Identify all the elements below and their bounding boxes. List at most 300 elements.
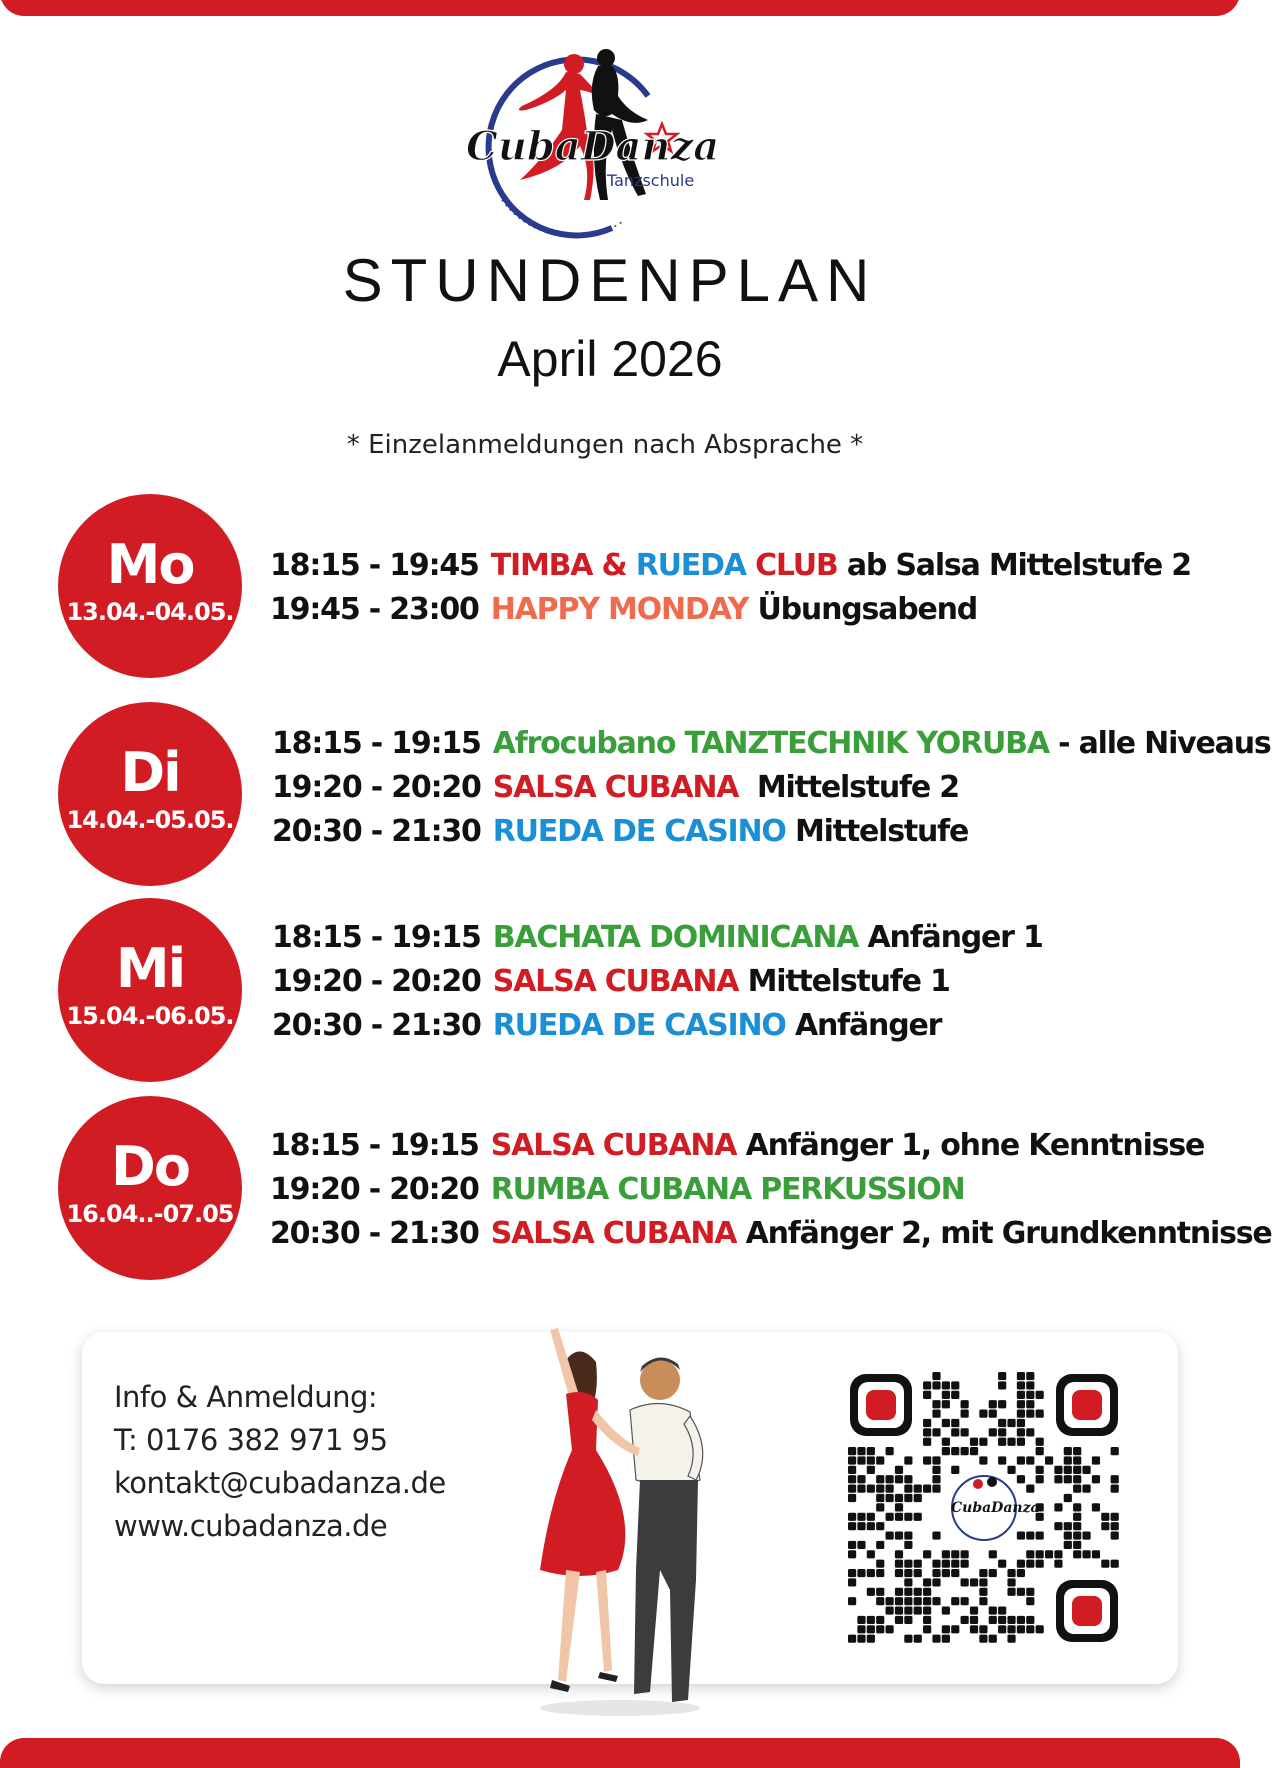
qr-module <box>998 1372 1006 1380</box>
qr-module <box>942 1438 950 1446</box>
class-time: 20:30 - 21:30 <box>272 814 481 849</box>
qr-module <box>1026 1550 1034 1558</box>
day-range: 13.04.-04.05. <box>66 598 234 626</box>
qr-module <box>1082 1466 1090 1474</box>
day-badge-thursday <box>58 1096 242 1280</box>
qr-module <box>979 1569 987 1577</box>
qr-module <box>848 1513 856 1521</box>
qr-module <box>923 1588 931 1596</box>
class-row <box>272 1004 1043 1048</box>
class-list-wednesday <box>272 916 1043 1048</box>
qr-module <box>998 1606 1006 1614</box>
qr-module <box>979 1438 987 1446</box>
qr-module <box>914 1513 922 1521</box>
qr-module <box>1054 1560 1062 1568</box>
dancing-couple-illustration <box>500 1320 750 1720</box>
qr-module <box>895 1569 903 1577</box>
class-row <box>270 588 1191 632</box>
qr-module <box>1082 1550 1090 1558</box>
qr-module <box>1073 1541 1081 1549</box>
qr-module <box>1026 1428 1034 1436</box>
qr-module <box>848 1494 856 1502</box>
qr-module <box>923 1381 931 1389</box>
qr-module <box>942 1635 950 1643</box>
qr-module <box>970 1438 978 1446</box>
qr-module <box>876 1522 884 1530</box>
qr-module <box>1092 1456 1100 1464</box>
qr-module <box>904 1485 912 1493</box>
qr-module <box>895 1531 903 1539</box>
qr-module <box>970 1625 978 1633</box>
qr-module <box>1007 1616 1015 1624</box>
qr-module <box>951 1625 959 1633</box>
qr-module <box>857 1616 865 1624</box>
qr-module <box>1007 1625 1015 1633</box>
qr-module <box>848 1597 856 1605</box>
qr-module <box>848 1569 856 1577</box>
qr-module <box>914 1569 922 1577</box>
qr-module <box>961 1550 969 1558</box>
qr-module <box>876 1503 884 1511</box>
class-name: RUEDA DE CASINO <box>492 1008 786 1043</box>
qr-module <box>942 1625 950 1633</box>
qr-module <box>1017 1391 1025 1399</box>
class-name: RUEDA DE CASINO <box>492 814 786 849</box>
qr-module <box>961 1400 969 1408</box>
qr-module <box>942 1447 950 1455</box>
qr-module <box>970 1606 978 1614</box>
qr-module <box>998 1400 1006 1408</box>
qr-module <box>989 1606 997 1614</box>
qr-module <box>932 1466 940 1474</box>
qr-module <box>1082 1485 1090 1493</box>
qr-module <box>904 1475 912 1483</box>
qr-module <box>1026 1485 1034 1493</box>
qr-module <box>904 1635 912 1643</box>
class-name: SALSA CUBANA <box>490 1128 737 1163</box>
qr-module <box>1101 1513 1109 1521</box>
class-row <box>272 722 1271 766</box>
qr-module <box>932 1560 940 1568</box>
qr-module <box>932 1531 940 1539</box>
qr-module <box>1026 1391 1034 1399</box>
class-row <box>270 1168 1272 1212</box>
qr-module <box>1073 1522 1081 1530</box>
qr-module <box>1111 1475 1119 1483</box>
class-row <box>270 544 1191 588</box>
class-list-thursday <box>270 1124 1272 1256</box>
qr-module <box>867 1485 875 1493</box>
qr-module <box>1017 1625 1025 1633</box>
day-range: 14.04.-05.05. <box>66 806 234 834</box>
qr-module <box>989 1410 997 1418</box>
qr-module <box>1026 1531 1034 1539</box>
class-name: SALSA CUBANA <box>492 964 739 999</box>
day-badge-wednesday <box>58 898 242 1082</box>
qr-module <box>895 1503 903 1511</box>
qr-module <box>1101 1560 1109 1568</box>
qr-module <box>979 1597 987 1605</box>
contact-email[interactable]: kontakt@cubadanza.de <box>114 1466 446 1500</box>
class-row <box>272 766 1271 810</box>
qr-module <box>876 1569 884 1577</box>
qr-module <box>932 1569 940 1577</box>
qr-module <box>951 1428 959 1436</box>
qr-module <box>1073 1531 1081 1539</box>
qr-module <box>876 1494 884 1502</box>
qr-module <box>886 1513 894 1521</box>
qr-module <box>1064 1541 1072 1549</box>
svg-text:Tanzschule: Tanzschule <box>607 171 695 190</box>
qr-module <box>1111 1485 1119 1493</box>
qr-module <box>876 1625 884 1633</box>
qr-module <box>895 1494 903 1502</box>
qr-module <box>1017 1456 1025 1464</box>
qr-module <box>1026 1456 1034 1464</box>
qr-module <box>1017 1531 1025 1539</box>
qr-module <box>932 1578 940 1586</box>
class-level: Anfänger <box>785 1008 942 1043</box>
qr-module <box>998 1625 1006 1633</box>
qr-module <box>895 1466 903 1474</box>
qr-module <box>857 1625 865 1633</box>
qr-module <box>914 1588 922 1596</box>
qr-module <box>989 1635 997 1643</box>
page-title: STUNDENPLAN <box>342 247 878 314</box>
qr-module <box>1007 1588 1015 1596</box>
qr-module <box>1026 1372 1034 1380</box>
qr-module <box>942 1569 950 1577</box>
qr-module <box>951 1447 959 1455</box>
qr-module <box>1073 1485 1081 1493</box>
contact-info <box>114 1376 446 1548</box>
qr-module <box>904 1616 912 1624</box>
qr-module <box>1054 1466 1062 1474</box>
qr-module <box>998 1438 1006 1446</box>
qr-module <box>923 1391 931 1399</box>
qr-module <box>1017 1381 1025 1389</box>
qr-finder-top-left <box>850 1374 912 1436</box>
qr-module <box>1073 1550 1081 1558</box>
qr-module <box>923 1625 931 1633</box>
qr-module <box>1017 1400 1025 1408</box>
day-range: 15.04.-06.05. <box>66 1002 234 1030</box>
qr-module <box>1026 1597 1034 1605</box>
qr-module <box>961 1410 969 1418</box>
qr-module <box>1036 1475 1044 1483</box>
class-list-tuesday <box>272 722 1271 854</box>
qr-module <box>876 1597 884 1605</box>
qr-module <box>998 1560 1006 1568</box>
qr-module <box>951 1597 959 1605</box>
qr-module <box>895 1597 903 1605</box>
qr-module <box>1026 1400 1034 1408</box>
class-name: TIMBA & <box>490 548 636 583</box>
qr-module <box>1111 1560 1119 1568</box>
qr-module <box>1007 1466 1015 1474</box>
class-level: - alle Niveaus <box>1048 726 1271 761</box>
qr-module <box>923 1456 931 1464</box>
class-row <box>270 1212 1272 1256</box>
qr-module <box>932 1428 940 1436</box>
qr-module <box>979 1456 987 1464</box>
class-name: RUMBA CUBANA PERKUSSION <box>490 1172 965 1207</box>
qr-module <box>904 1560 912 1568</box>
qr-module <box>1017 1616 1025 1624</box>
class-time: 19:20 - 20:20 <box>272 770 481 805</box>
qr-module <box>848 1447 856 1455</box>
qr-module <box>1111 1513 1119 1521</box>
qr-module <box>876 1485 884 1493</box>
class-name: SALSA CUBANA <box>490 1216 737 1251</box>
qr-module <box>961 1447 969 1455</box>
bottom-red-bar <box>0 1738 1240 1768</box>
class-time: 18:15 - 19:15 <box>270 1128 479 1163</box>
qr-module <box>904 1513 912 1521</box>
qr-module <box>895 1560 903 1568</box>
qr-module <box>904 1606 912 1614</box>
qr-module <box>1092 1475 1100 1483</box>
qr-module <box>1017 1372 1025 1380</box>
qr-module <box>886 1494 894 1502</box>
class-name: BACHATA DOMINICANA <box>492 920 859 955</box>
qr-module <box>1017 1428 1025 1436</box>
qr-module <box>1026 1381 1034 1389</box>
qr-module <box>923 1578 931 1586</box>
class-row <box>272 916 1043 960</box>
class-time: 20:30 - 21:30 <box>270 1216 479 1251</box>
contact-website[interactable]: www.cubadanza.de <box>114 1509 388 1543</box>
qr-module <box>857 1456 865 1464</box>
qr-module <box>1017 1588 1025 1596</box>
qr-module <box>932 1410 940 1418</box>
class-level: Mittelstufe 2 <box>738 770 959 805</box>
qr-module <box>867 1569 875 1577</box>
qr-module <box>1036 1438 1044 1446</box>
qr-module <box>979 1410 987 1418</box>
day-badge-monday <box>58 494 242 678</box>
qr-module <box>876 1616 884 1624</box>
qr-module <box>923 1606 931 1614</box>
qr-module <box>848 1578 856 1586</box>
qr-module <box>914 1597 922 1605</box>
qr-module <box>942 1606 950 1614</box>
qr-module <box>914 1635 922 1643</box>
qr-code[interactable] <box>848 1372 1120 1644</box>
qr-module <box>998 1419 1006 1427</box>
qr-module <box>979 1635 987 1643</box>
qr-module <box>961 1597 969 1605</box>
qr-module <box>951 1560 959 1568</box>
class-name: SALSA CUBANA <box>492 770 739 805</box>
qr-module <box>923 1485 931 1493</box>
qr-module <box>1073 1475 1081 1483</box>
qr-module <box>904 1494 912 1502</box>
qr-module <box>857 1475 865 1483</box>
qr-module <box>1054 1522 1062 1530</box>
qr-module <box>876 1560 884 1568</box>
qr-module <box>923 1419 931 1427</box>
qr-module <box>848 1522 856 1530</box>
page-subtitle: April 2026 <box>497 331 723 387</box>
qr-module <box>932 1597 940 1605</box>
class-time: 20:30 - 21:30 <box>272 1008 481 1043</box>
qr-module <box>1054 1550 1062 1558</box>
qr-module <box>904 1541 912 1549</box>
qr-module <box>932 1372 940 1380</box>
qr-module <box>848 1541 856 1549</box>
qr-module <box>904 1531 912 1539</box>
qr-module <box>932 1400 940 1408</box>
qr-module <box>923 1438 931 1446</box>
qr-module <box>1036 1410 1044 1418</box>
qr-module <box>886 1625 894 1633</box>
qr-module <box>923 1428 931 1436</box>
qr-module <box>1045 1456 1053 1464</box>
qr-module <box>1036 1560 1044 1568</box>
qr-module <box>942 1419 950 1427</box>
class-list-monday <box>270 544 1191 632</box>
qr-module <box>886 1597 894 1605</box>
class-level: Anfänger 1 <box>858 920 1043 955</box>
qr-module <box>1064 1494 1072 1502</box>
qr-module <box>1007 1569 1015 1577</box>
qr-module <box>1007 1419 1015 1427</box>
qr-module <box>1036 1625 1044 1633</box>
contact-phone[interactable]: T: 0176 382 971 95 <box>114 1423 388 1457</box>
qr-module <box>876 1541 884 1549</box>
qr-module <box>1111 1522 1119 1530</box>
qr-module <box>1017 1475 1025 1483</box>
qr-module <box>867 1616 875 1624</box>
qr-module <box>1111 1447 1119 1455</box>
cubadanza-logo <box>462 50 720 236</box>
day-abbr: Mi <box>115 937 185 1000</box>
class-level: Anfänger 2, mit Grundkenntnisse <box>736 1216 1272 1251</box>
qr-module <box>904 1588 912 1596</box>
qr-module <box>998 1616 1006 1624</box>
qr-module <box>857 1485 865 1493</box>
qr-module <box>989 1616 997 1624</box>
day-badge-tuesday <box>58 702 242 886</box>
qr-module <box>961 1616 969 1624</box>
qr-module <box>886 1485 894 1493</box>
qr-module <box>1111 1531 1119 1539</box>
qr-module <box>1101 1522 1109 1530</box>
qr-module <box>1082 1531 1090 1539</box>
qr-module <box>848 1550 856 1558</box>
qr-module <box>1073 1456 1081 1464</box>
qr-module <box>1045 1550 1053 1558</box>
qr-module <box>876 1475 884 1483</box>
qr-module <box>914 1494 922 1502</box>
qr-module <box>1064 1466 1072 1474</box>
qr-module <box>1036 1447 1044 1455</box>
qr-module <box>1064 1475 1072 1483</box>
qr-module <box>951 1381 959 1389</box>
qr-module <box>989 1569 997 1577</box>
qr-module <box>932 1485 940 1493</box>
qr-module <box>895 1475 903 1483</box>
qr-module <box>1026 1616 1034 1624</box>
qr-module <box>1036 1550 1044 1558</box>
qr-module <box>998 1381 1006 1389</box>
class-level: Anfänger 1, ohne Kenntnisse <box>736 1128 1205 1163</box>
qr-module <box>942 1391 950 1399</box>
qr-module <box>1073 1503 1081 1511</box>
top-red-bar <box>0 0 1240 16</box>
qr-module <box>848 1456 856 1464</box>
qr-module <box>904 1456 912 1464</box>
class-row <box>272 810 1271 854</box>
qr-module <box>895 1550 903 1558</box>
qr-module <box>857 1522 865 1530</box>
svg-text:CubaDanza: CubaDanza <box>951 1500 1040 1516</box>
class-name: RUEDA <box>635 548 746 583</box>
registration-note: * Einzelanmeldungen nach Absprache * <box>346 430 864 460</box>
class-level: ab Salsa Mittelstufe 2 <box>837 548 1191 583</box>
qr-module <box>923 1616 931 1624</box>
qr-module <box>1007 1578 1015 1586</box>
qr-module <box>1036 1466 1044 1474</box>
class-level: Übungsabend <box>748 592 978 627</box>
qr-module <box>989 1428 997 1436</box>
svg-text:CubaDanza: CubaDanza <box>466 123 720 170</box>
qr-module <box>904 1569 912 1577</box>
contact-heading: Info & Anmeldung: <box>114 1380 378 1414</box>
qr-module <box>1026 1410 1034 1418</box>
qr-module <box>1073 1466 1081 1474</box>
qr-module <box>904 1597 912 1605</box>
qr-module <box>979 1588 987 1596</box>
qr-module <box>1092 1550 1100 1558</box>
qr-module <box>970 1447 978 1455</box>
day-range: 16.04..-07.05 <box>66 1200 234 1228</box>
qr-module <box>998 1456 1006 1464</box>
qr-module <box>979 1578 987 1586</box>
day-abbr: Do <box>111 1135 189 1198</box>
qr-module <box>848 1485 856 1493</box>
qr-module <box>857 1447 865 1455</box>
class-time: 18:15 - 19:15 <box>272 726 481 761</box>
qr-module <box>1026 1560 1034 1568</box>
qr-module <box>848 1466 856 1474</box>
day-abbr: Di <box>120 741 180 804</box>
qr-module <box>895 1513 903 1521</box>
qr-module <box>914 1560 922 1568</box>
qr-finder-bottom-right <box>1056 1580 1118 1642</box>
qr-module <box>951 1391 959 1399</box>
qr-module <box>876 1588 884 1596</box>
qr-module <box>857 1569 865 1577</box>
qr-module <box>942 1381 950 1389</box>
qr-module <box>895 1616 903 1624</box>
qr-module <box>886 1531 894 1539</box>
qr-module <box>1064 1522 1072 1530</box>
qr-module <box>951 1419 959 1427</box>
class-time: 18:15 - 19:45 <box>270 548 479 583</box>
class-name: CLUB <box>745 548 838 583</box>
qr-module <box>1017 1410 1025 1418</box>
qr-module <box>895 1606 903 1614</box>
qr-module <box>857 1635 865 1643</box>
qr-module <box>961 1578 969 1586</box>
qr-module <box>932 1635 940 1643</box>
qr-module <box>904 1578 912 1586</box>
qr-module <box>1073 1447 1081 1455</box>
qr-module <box>914 1485 922 1493</box>
day-abbr: Mo <box>106 533 194 596</box>
